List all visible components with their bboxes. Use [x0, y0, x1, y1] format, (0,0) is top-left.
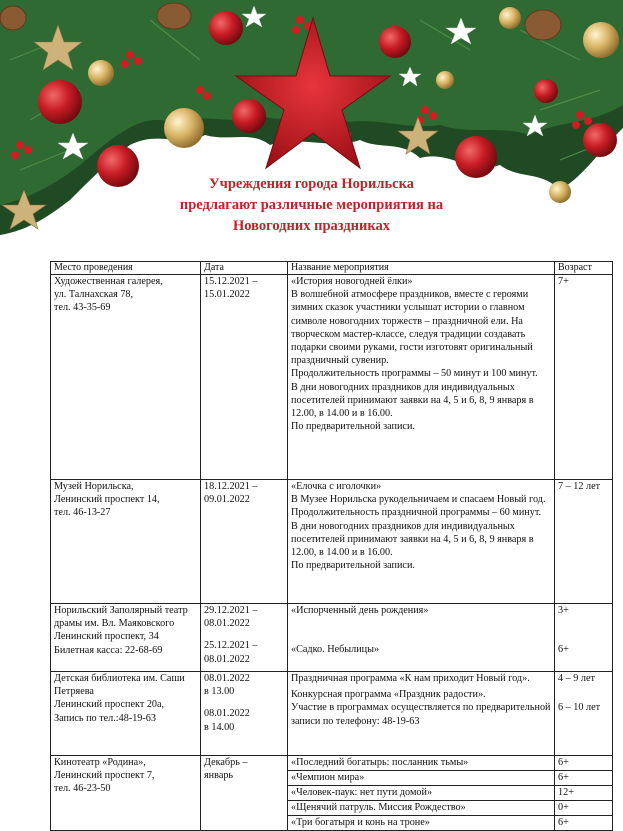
event-cell [288, 480, 555, 604]
film-age: 0+ [555, 801, 613, 816]
date-line: 29.12.2021 – [204, 605, 258, 616]
place-cell [51, 672, 201, 756]
title-line-3: Новогодних праздниках [232, 218, 391, 234]
table-row [51, 275, 613, 480]
event-desc: По предварительной записи. [291, 560, 415, 572]
date-line: Декабрь – [204, 757, 248, 768]
table-header-row [51, 262, 613, 275]
title-line-1: Учреждения города Норильска [209, 176, 414, 192]
place-line: Ленинский проспект 7, [54, 770, 155, 782]
event-desc: Продолжительность программы – 50 минут и 100 минут. [291, 368, 538, 380]
event-desc: В дни новогодних праздников для индивидуальных посетителей принимают заявки на 4, 5 и 6, 8, 9 января в 12.00, в 14.00 и в 16.00. [291, 381, 534, 420]
date-line: 09.01.2022 [204, 494, 250, 506]
event-desc: В волшебной атмосфере праздников, вместе с героями зимних сказок участники услышат истории о главном символе новогодних торжеств – праздничной ели. На творческом мастер-классе, следуя традиции создавать подарки своими руками, гости изготовят оригинальный праздничный сувенир. [291, 289, 533, 367]
event-cell [288, 672, 555, 756]
film-age: 6+ [555, 816, 613, 831]
age-cell: 7 – 12 лет [555, 480, 613, 604]
date-line: 08.01.2022 [204, 618, 250, 630]
place-line: Билетная касса: 22-68-69 [54, 644, 163, 656]
place-line: Художественная галерея, [54, 276, 163, 287]
age-cell: 7+ [555, 275, 613, 480]
event-title: Конкурсная программа «Праздник радости». [291, 689, 486, 701]
event-title: «Испорченный день рождения» [291, 605, 429, 616]
header-event: Название мероприятия [288, 262, 555, 275]
place-line: Запись по тел.:48-19-63 [54, 712, 156, 724]
place-cell [51, 604, 201, 672]
age-cell [555, 604, 613, 672]
event-desc: Продолжительность праздничной программы – 60 минут. [291, 507, 542, 519]
place-cell [51, 275, 201, 480]
film-title: «Последний богатырь: посланник тьмы» [288, 756, 555, 771]
film-age: 6+ [555, 756, 613, 771]
event-title: «Елочка с иголочки» [291, 481, 382, 492]
event-desc: В Музее Норильска рукодельничаем и спасаем Новый год. [291, 494, 546, 506]
date-cell [201, 756, 288, 831]
date-line: 15.01.2022 [204, 289, 250, 301]
date-line: 08.01.2022 [204, 673, 250, 684]
age-value: 6+ [558, 644, 569, 656]
header-age: Возраст [555, 262, 613, 275]
place-line: Ленинский проспект 20а, [54, 699, 165, 711]
place-line: тел. 46-13-27 [54, 507, 111, 519]
film-age: 6+ [555, 771, 613, 786]
place-line: Ленинский проспект, 34 [54, 631, 159, 643]
date-cell [201, 480, 288, 604]
date-line: 18.12.2021 – [204, 481, 258, 492]
place-line: Норильский Заполярный театр драмы им. Вл. Маяковского [54, 605, 188, 630]
table-row [51, 480, 613, 604]
age-value: 3+ [558, 605, 569, 616]
date-line: 25.12.2021 – [204, 640, 258, 652]
place-line: Музей Норильска, [54, 481, 134, 492]
date-cell [201, 672, 288, 756]
event-title: «Садко. Небылицы» [291, 644, 380, 656]
date-line: в 13.00 [204, 686, 235, 698]
event-cell [288, 275, 555, 480]
event-title: «История новогодней ёлки» [291, 276, 413, 287]
place-line: тел. 46-23-50 [54, 783, 111, 795]
place-line: Кинотеатр «Родина», [54, 757, 146, 768]
film-title: «Три богатыря и конь на троне» [288, 816, 555, 831]
date-line: январь [204, 770, 234, 782]
header-date: Дата [201, 262, 288, 275]
film-title: «Человек-паук: нет пути домой» [288, 786, 555, 801]
date-line: 08.01.2022 [204, 708, 250, 720]
place-line: Детская библиотека им. Саши Петряева [54, 673, 185, 698]
place-line: ул. Талнахская 78, [54, 289, 134, 301]
table-row [51, 672, 613, 756]
age-value: 4 – 9 лет [558, 673, 595, 684]
event-desc: По предварительной записи. [291, 421, 415, 433]
date-cell [201, 604, 288, 672]
event-cell [288, 604, 555, 672]
age-value: 6 – 10 лет [558, 702, 601, 714]
place-cell [51, 480, 201, 604]
date-line: 15.12.2021 – [204, 276, 258, 287]
event-title: Праздничная программа «К нам приходит Новый год». [291, 673, 530, 684]
table-row [51, 756, 613, 771]
date-line: 08.01.2022 [204, 653, 250, 665]
age-cell [555, 672, 613, 756]
place-line: Ленинский проспект 14, [54, 494, 160, 506]
event-desc: В дни новогодних праздников для индивидуальных посетителей принимают заявки на 4, 5 и 6, 8, 9 января в 12.00, в 14.00 и в 16.00. [291, 520, 534, 559]
event-desc: Участие в программах осуществляется по предварительной записи по телефону: 48-19-63 [291, 702, 551, 727]
header-place: Место проведения [51, 262, 201, 275]
table-row [51, 604, 613, 672]
title-line-2: предлагают различные мероприятия на [179, 197, 444, 213]
place-line: тел. 43-35-69 [54, 302, 111, 314]
date-line: в 14.00 [204, 721, 235, 733]
date-cell [201, 275, 288, 480]
page-title [100, 174, 523, 237]
events-table [50, 261, 613, 831]
film-title: «Щенячий патруль. Миссия Рождество» [288, 801, 555, 816]
place-cell [51, 756, 201, 831]
film-age: 12+ [555, 786, 613, 801]
film-title: «Чемпион мира» [288, 771, 555, 786]
